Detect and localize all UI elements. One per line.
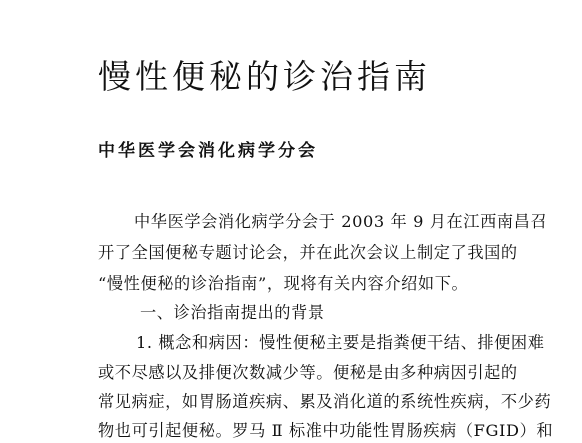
body-line: 常见病症，如胃肠道疾病、累及消化道的系统性疾病，不少药 xyxy=(98,392,552,411)
article-author: 中华医学会消化病学分会 xyxy=(98,141,318,161)
body-line: 或不尽感以及排便次数减少等。便秘是由多种病因引起的 xyxy=(98,363,518,382)
body-line: 1. 概念和病因：慢性便秘主要是指粪便干结、排便困难 xyxy=(136,333,545,352)
body-line: “慢性便秘的诊治指南”，现将有关内容介绍如下。 xyxy=(98,274,469,293)
article-title: 慢性便秘的诊治指南 xyxy=(98,57,431,96)
body-line: 物也可引起便秘。罗马 Ⅱ 标准中功能性胃肠疾病（FGID）和 xyxy=(98,421,554,440)
section-heading: 一、诊治指南提出的背景 xyxy=(140,303,325,322)
body-line: 开了全国便秘专题讨论会，并在此次会议上制定了我国的 xyxy=(98,243,518,262)
body-line: 中华医学会消化病学分会于 2003 年 9 月在江西南昌召 xyxy=(134,212,548,231)
